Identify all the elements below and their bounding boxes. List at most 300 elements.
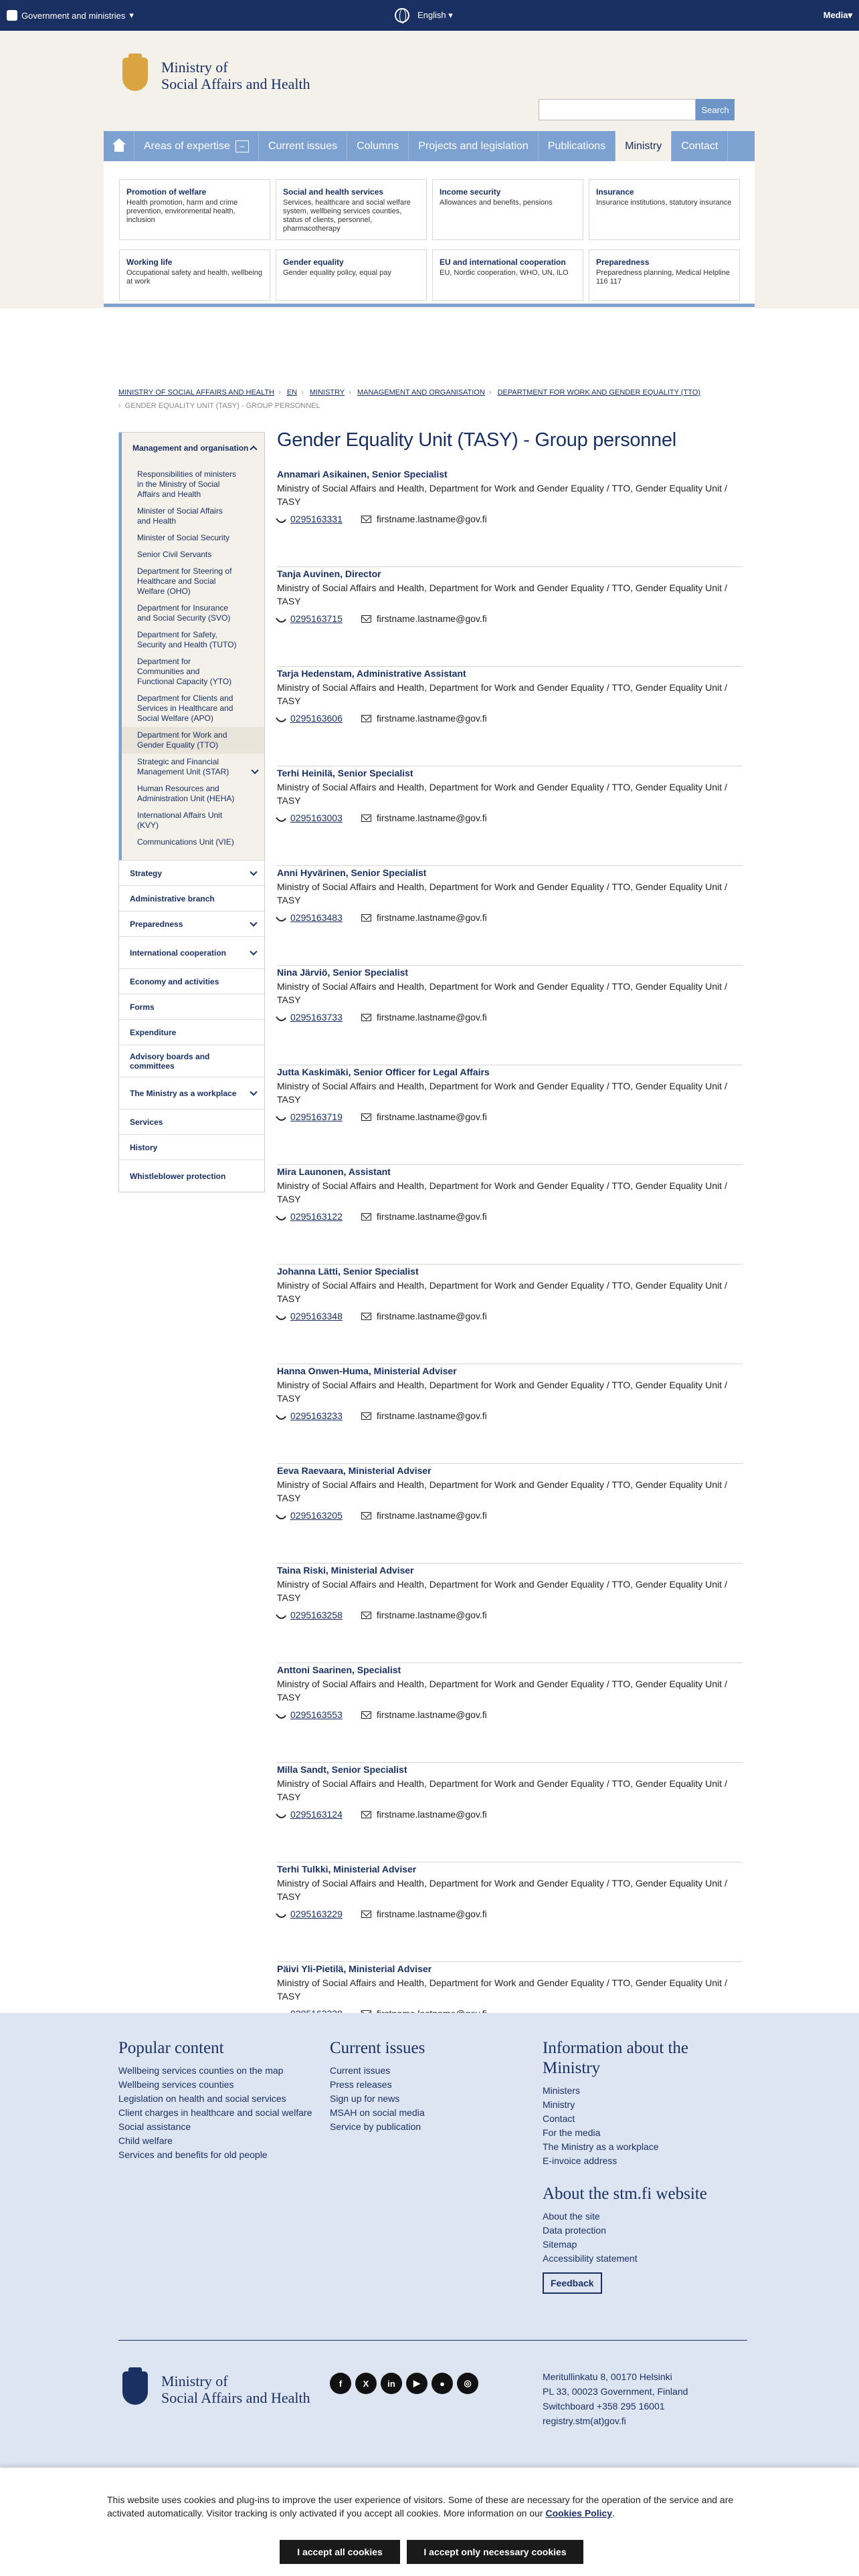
person-organisation: Ministry of Social Affairs and Health, Department for Work and Gender Equality / TTO, Gender Equality Unit / TASY <box>277 483 727 507</box>
search-button[interactable]: Search <box>696 99 735 120</box>
sidebar-item-label: The Ministry as a workplace <box>130 1088 237 1098</box>
cookie-banner: This website uses cookies and plug-ins to improve the user experience of visitors. Some of these are necessary for the operation of the service and are activated automatically. Visitor tracking is only activated if you accept all cookies. More information on our Cookies Policy. I accept all cookies I accept only necessary cookies <box>0 2468 859 2576</box>
person-contact <box>277 1410 743 1421</box>
person-contact <box>277 813 743 823</box>
search-bar <box>539 99 735 120</box>
sidebar-item[interactable] <box>119 994 264 1019</box>
person-card <box>277 866 743 966</box>
mega-card[interactable] <box>276 179 427 240</box>
footer-logo[interactable] <box>118 2367 310 2411</box>
main-nav-wrap <box>0 131 859 161</box>
breadcrumb-link[interactable]: MANAGEMENT AND ORGANISATION <box>357 389 485 397</box>
person-card <box>277 467 743 567</box>
footer-link[interactable]: Current issues <box>330 2065 391 2076</box>
phone-icon <box>275 613 287 625</box>
mega-card-desc: Gender equality policy, equal pay <box>283 269 391 277</box>
email-text: firstname.lastname@gov.fi <box>376 713 487 724</box>
email-icon <box>361 516 371 523</box>
sidebar-subitem[interactable]: Minister of Social Security <box>137 533 230 542</box>
mega-card-desc: Occupational safety and health, wellbeing at work <box>126 269 263 286</box>
chevron-down-icon[interactable] <box>250 919 257 926</box>
person-card <box>277 1763 743 1862</box>
main-nav <box>104 131 755 161</box>
chevron-down-icon[interactable] <box>250 948 257 955</box>
address-line: Switchboard +358 295 16001 <box>543 2401 665 2411</box>
phone-link[interactable]: 0295163606 <box>290 713 343 724</box>
sidebar-subitem[interactable]: Responsibilities of ministers in the Ministry of Social Affairs and Health <box>137 469 237 499</box>
email-icon <box>361 914 371 922</box>
phone-link[interactable]: 0295163719 <box>290 1111 343 1122</box>
sidebar-subitem[interactable]: Department for Work and Gender Equality (TTO) <box>122 727 264 754</box>
person-name: Anttoni Saarinen, Specialist <box>277 1665 401 1675</box>
phone <box>277 1311 343 1321</box>
footer-popular <box>118 2038 319 2162</box>
mega-card[interactable] <box>432 179 583 240</box>
person-contact <box>277 1012 743 1023</box>
sidebar-subitem[interactable]: Department for Steering of Healthcare and Social Welfare (OHO) <box>137 566 232 596</box>
nav-publications[interactable]: Publications <box>539 131 615 161</box>
collapse-icon[interactable]: − <box>235 140 249 152</box>
phone-icon <box>275 513 287 525</box>
phone <box>277 1709 343 1720</box>
sidebar-item-label: Preparedness <box>130 919 183 929</box>
chevron-down-icon[interactable] <box>250 1088 257 1095</box>
person-card <box>277 1364 743 1464</box>
email-text: firstname.lastname@gov.fi <box>376 1111 487 1122</box>
person-name: Mira Launonen, Assistant <box>277 1166 391 1177</box>
person-name: Jutta Kaskimäki, Senior Officer for Legal Affairs <box>277 1067 490 1077</box>
mega-card[interactable] <box>119 179 270 240</box>
email <box>361 912 487 923</box>
phone <box>277 813 343 823</box>
cookie-text: This website uses cookies and plug-ins to improve the user experience of visitors. Some of these are necessary for the operation of the service and are activated automatically. Visitor tracking is only activated if you accept all cookies. More information on our <box>107 2494 734 2518</box>
email <box>361 1311 487 1321</box>
breadcrumb-link[interactable]: EN <box>286 389 298 397</box>
language-label: English <box>417 10 446 20</box>
logo-line-2: Social Affairs and Health <box>161 76 310 92</box>
email-icon <box>361 615 371 623</box>
phone-link[interactable]: 0295163233 <box>290 1410 343 1421</box>
person-card <box>277 1464 743 1564</box>
phone <box>277 1410 343 1421</box>
sidebar-item-label: History <box>130 1142 158 1152</box>
phone <box>277 1111 343 1122</box>
footer-logo-line-2: Social Affairs and Health <box>161 2389 310 2406</box>
sidebar-subitem[interactable]: Human Resources and Administration Unit (HEHA) <box>137 784 235 803</box>
person-name: Tarja Hedenstam, Administrative Assistant <box>277 668 466 679</box>
person-card <box>277 1065 743 1165</box>
mega-card[interactable] <box>589 249 740 301</box>
mega-card[interactable] <box>432 249 583 301</box>
sidebar-subitem[interactable]: Minister of Social Affairs and Health <box>137 506 223 526</box>
mega-menu <box>0 161 859 308</box>
email-text: firstname.lastname@gov.fi <box>376 813 487 823</box>
person-contact <box>277 1211 743 1222</box>
email-icon <box>361 715 371 722</box>
flickr-icon[interactable]: ● <box>432 2373 453 2394</box>
phone-icon <box>275 1111 287 1123</box>
sidebar-item-label: Advisory boards and committees <box>130 1051 210 1071</box>
sidebar-submenu <box>119 463 264 860</box>
email <box>361 1410 487 1421</box>
globe-icon <box>395 8 409 23</box>
person-name: Terhi Heinilä, Senior Specialist <box>277 768 413 778</box>
email <box>361 1709 487 1720</box>
coat-of-arms-icon <box>118 2367 152 2411</box>
email-text: firstname.lastname@gov.fi <box>376 1909 487 1919</box>
email-text: firstname.lastname@gov.fi <box>376 1311 487 1321</box>
chevron-up-icon[interactable] <box>250 445 257 453</box>
caret-down-icon: ▾ <box>848 10 852 20</box>
email <box>361 1510 487 1521</box>
breadcrumb-link[interactable]: MINISTRY OF SOCIAL AFFAIRS AND HEALTH <box>118 389 275 397</box>
cookie-policy-link[interactable]: Cookies Policy <box>545 2508 613 2518</box>
email-icon <box>361 1113 371 1121</box>
phone <box>277 514 343 524</box>
email-icon <box>361 1412 371 1420</box>
phone-link[interactable]: 0295163229 <box>290 1909 343 1919</box>
footer-link[interactable]: For the media <box>543 2127 601 2138</box>
footer-heading: Information about the Ministry <box>543 2039 688 2077</box>
nav-columns[interactable]: Columns <box>347 131 409 161</box>
address-line: Meritullinkatu 8, 00170 Helsinki <box>543 2371 672 2382</box>
person-organisation: Ministry of Social Affairs and Health, Department for Work and Gender Equality / TTO, Gender Equality Unit / TASY <box>277 1679 727 1703</box>
phone-link[interactable]: 0295163715 <box>290 613 343 624</box>
phone <box>277 613 343 624</box>
x-icon[interactable]: X <box>355 2373 377 2394</box>
mega-card-title: Working life <box>126 257 173 267</box>
youtube-icon[interactable]: ▶ <box>406 2373 427 2394</box>
person-organisation: Ministry of Social Affairs and Health, Department for Work and Gender Equality / TTO, Gender Equality Unit / TASY <box>277 1778 727 1802</box>
footer-link[interactable]: Ministers <box>543 2085 581 2096</box>
phone-icon <box>275 1609 287 1621</box>
footer-link[interactable]: Client charges in healthcare and social welfare <box>118 2107 312 2118</box>
person-name: Annamari Asikainen, Senior Specialist <box>277 469 448 479</box>
person-contact <box>277 1111 743 1122</box>
nav-current-issues[interactable]: Current issues <box>259 131 347 161</box>
sidebar-item[interactable] <box>119 1019 264 1045</box>
phone-link[interactable]: 0295163124 <box>290 1809 343 1820</box>
phone-icon <box>275 712 287 724</box>
person-contact <box>277 1709 743 1720</box>
sidebar-subitem[interactable]: Senior Civil Servants <box>137 550 212 559</box>
sidebar-subitem[interactable]: Department for Safety, Security and Health (TUTO) <box>137 630 237 649</box>
mega-card-title: Preparedness <box>596 257 650 267</box>
person-name: Nina Järviö, Senior Specialist <box>277 967 409 978</box>
phone-icon <box>275 1808 287 1820</box>
mega-card-desc: Insurance institutions, statutory insurance <box>596 199 732 207</box>
mega-card-title: Insurance <box>596 187 634 197</box>
sidebar-item-label: Administrative branch <box>130 893 215 903</box>
person-organisation: Ministry of Social Affairs and Health, Department for Work and Gender Equality / TTO, Gender Equality Unit / TASY <box>277 981 727 1005</box>
coat-of-arms-icon <box>118 53 152 98</box>
sidebar-item[interactable] <box>119 1077 264 1109</box>
footer-divider <box>118 2340 747 2341</box>
sidebar-item-label: Forms <box>130 1002 155 1012</box>
footer-link[interactable]: About the site <box>543 2211 600 2222</box>
person-organisation: Ministry of Social Affairs and Health, Department for Work and Gender Equality / TTO, Gender Equality Unit / TASY <box>277 881 727 905</box>
footer-link[interactable]: Legislation on health and social services <box>118 2093 286 2104</box>
person-card <box>277 1663 743 1763</box>
person-name: Taina Riski, Ministerial Adviser <box>277 1565 414 1576</box>
phone-icon <box>275 1410 287 1422</box>
site-logo[interactable] <box>118 53 310 98</box>
sidebar-item-label: Expenditure <box>130 1027 177 1037</box>
person-name: Terhi Tulkki, Ministerial Adviser <box>277 1864 417 1874</box>
footer-info <box>543 2038 717 2294</box>
email-icon <box>361 1014 371 1021</box>
email-text: firstname.lastname@gov.fi <box>376 1012 487 1023</box>
address-line: PL 33, 00023 Government, Finland <box>543 2386 688 2397</box>
language-selector[interactable] <box>395 8 453 23</box>
footer-link[interactable]: Child welfare <box>118 2135 173 2146</box>
sidebar-item[interactable] <box>119 968 264 994</box>
person-name: Milla Sandt, Senior Specialist <box>277 1764 407 1775</box>
email <box>361 514 487 524</box>
person-organisation: Ministry of Social Affairs and Health, Department for Work and Gender Equality / TTO, Gender Equality Unit / TASY <box>277 1479 727 1503</box>
phone-link[interactable]: 0295163205 <box>290 1510 343 1521</box>
sidebar-item[interactable] <box>119 1160 264 1192</box>
instagram-icon[interactable]: ◎ <box>457 2373 478 2394</box>
chevron-down-icon[interactable] <box>250 868 257 875</box>
footer-link[interactable]: Wellbeing services counties <box>118 2079 234 2090</box>
sidebar <box>118 432 265 1192</box>
footer-link[interactable]: Service by publication <box>330 2121 421 2132</box>
footer-link[interactable]: Data protection <box>543 2225 606 2236</box>
email <box>361 1012 487 1023</box>
footer-heading: Popular content <box>118 2039 224 2057</box>
breadcrumb-current: GENDER EQUALITY UNIT (TASY) - GROUP PERSONNEL <box>124 402 320 410</box>
phone <box>277 713 343 724</box>
breadcrumb-link[interactable]: MINISTRY <box>309 389 345 397</box>
sidebar-subitem[interactable]: International Affairs Unit (KVY) <box>137 811 223 830</box>
mega-card[interactable] <box>589 179 740 240</box>
footer-link[interactable]: Contact <box>543 2113 575 2124</box>
sidebar-subitem[interactable]: Strategic and Financial Management Unit (STAR) <box>137 757 229 776</box>
site-header <box>0 31 859 131</box>
person-contact <box>277 912 743 923</box>
phone-link[interactable]: 0295163258 <box>290 1610 343 1620</box>
phone-link[interactable]: 0295163122 <box>290 1211 343 1222</box>
person-name: Tanja Auvinen, Director <box>277 568 381 579</box>
social-links <box>330 2373 478 2394</box>
footer-link[interactable]: Accessibility statement <box>543 2253 638 2264</box>
person-contact <box>277 1311 743 1321</box>
nav-ministry[interactable]: Ministry <box>615 131 672 161</box>
logo-line-1: Ministry of <box>161 59 228 76</box>
email-text: firstname.lastname@gov.fi <box>376 1211 487 1222</box>
feedback-button[interactable]: Feedback <box>543 2272 602 2294</box>
search-input[interactable] <box>539 99 696 120</box>
footer-link[interactable]: Social assistance <box>118 2121 191 2132</box>
person-name: Anni Hyvärinen, Senior Specialist <box>277 867 427 878</box>
top-bar <box>0 0 859 31</box>
person-contact <box>277 1809 743 1820</box>
sidebar-item[interactable] <box>119 885 264 911</box>
nav-projects-legislation[interactable]: Projects and legislation <box>409 131 539 161</box>
phone-link[interactable]: 0295163348 <box>290 1311 343 1321</box>
email <box>361 613 487 624</box>
phone-link[interactable]: 0295163003 <box>290 813 343 823</box>
sidebar-item-label: International cooperation <box>130 948 227 958</box>
phone <box>277 1909 343 1919</box>
sidebar-item-label: Services <box>130 1117 163 1127</box>
email-text: firstname.lastname@gov.fi <box>376 514 487 524</box>
home-button[interactable] <box>104 131 134 161</box>
person-organisation: Ministry of Social Affairs and Health, Department for Work and Gender Equality / TTO, Gender Equality Unit / TASY <box>277 782 727 806</box>
person-contact <box>277 613 743 624</box>
person-card <box>277 1564 743 1663</box>
person-name: Johanna Lätti, Senior Specialist <box>277 1266 419 1277</box>
home-icon <box>114 144 124 152</box>
sidebar-item[interactable] <box>119 1045 264 1077</box>
person-card <box>277 1265 743 1364</box>
sidebar-subitem[interactable]: Department for Clients and Services in Healthcare and Social Welfare (APO) <box>137 693 233 723</box>
person-card <box>277 567 743 667</box>
breadcrumb-link[interactable]: DEPARTMENT FOR WORK AND GENDER EQUALITY (TTO) <box>497 389 700 397</box>
nav-contact[interactable]: Contact <box>672 131 728 161</box>
person-card <box>277 1165 743 1265</box>
footer <box>0 2013 859 2468</box>
phone-icon <box>275 911 287 924</box>
phone-icon <box>275 1709 287 1721</box>
sidebar-subitem[interactable]: Department for Insurance and Social Security (SVO) <box>137 603 231 623</box>
personnel-list <box>277 467 743 2062</box>
main-content <box>277 429 743 2062</box>
email-text: firstname.lastname@gov.fi <box>376 912 487 923</box>
accept-all-cookies-button[interactable]: I accept all cookies <box>280 2540 400 2564</box>
footer-link[interactable]: Sign up for news <box>330 2093 400 2104</box>
person-contact <box>277 1610 743 1620</box>
sidebar-item-label: Economy and activities <box>130 976 219 986</box>
sidebar-item[interactable] <box>119 911 264 936</box>
accept-necessary-cookies-button[interactable]: I accept only necessary cookies <box>407 2540 583 2564</box>
media-menu[interactable] <box>824 10 852 21</box>
email-icon <box>361 1911 371 1918</box>
email-text: firstname.lastname@gov.fi <box>376 1510 487 1521</box>
footer-link[interactable]: Ministry <box>543 2099 575 2110</box>
mega-card-title: Promotion of welfare <box>126 187 207 197</box>
person-name: Eeva Raevaara, Ministerial Adviser <box>277 1465 432 1476</box>
person-contact <box>277 514 743 524</box>
sidebar-item[interactable] <box>119 1109 264 1134</box>
person-contact <box>277 1510 743 1521</box>
email <box>361 713 487 724</box>
footer-address <box>543 2369 688 2428</box>
sidebar-item[interactable] <box>119 936 264 968</box>
footer-link[interactable]: Press releases <box>330 2079 392 2090</box>
person-organisation: Ministry of Social Affairs and Health, Department for Work and Gender Equality / TTO, Gender Equality Unit / TASY <box>277 1977 727 2002</box>
person-name: Hanna Onwen-Huma, Ministerial Adviser <box>277 1366 457 1376</box>
footer-link[interactable]: Services and benefits for old people <box>118 2149 268 2160</box>
government-menu[interactable] <box>7 10 134 21</box>
mega-card-desc: EU, Nordic cooperation, WHO, UN, ILO <box>440 269 569 277</box>
person-organisation: Ministry of Social Affairs and Health, Department for Work and Gender Equality / TTO, Gender Equality Unit / TASY <box>277 1579 727 1603</box>
footer-link[interactable]: E-invoice address <box>543 2155 617 2166</box>
person-contact <box>277 1909 743 1919</box>
footer-link[interactable]: The Ministry as a workplace <box>543 2141 659 2152</box>
sidebar-item-management[interactable]: Management and organisation <box>119 433 264 463</box>
mega-card-desc: Allowances and benefits, pensions <box>440 199 553 207</box>
person-organisation: Ministry of Social Affairs and Health, Department for Work and Gender Equality / TTO, Gender Equality Unit / TASY <box>277 682 727 706</box>
email-icon <box>361 1612 371 1619</box>
email-icon <box>361 1711 371 1719</box>
sidebar-item[interactable] <box>119 860 264 885</box>
email-icon <box>361 1811 371 1818</box>
mega-card-desc: Services, healthcare and social welfare system, wellbeing services counties, status of clients, personnel, pharmacotherapy <box>283 199 411 233</box>
footer-link[interactable]: Wellbeing services counties on the map <box>118 2065 284 2076</box>
mega-card[interactable] <box>119 249 270 301</box>
phone-icon <box>275 812 287 824</box>
nav-areas-of-expertise[interactable]: Areas of expertise − <box>134 131 259 161</box>
phone-link[interactable]: 0295163733 <box>290 1012 343 1023</box>
mega-card-title: Social and health services <box>283 187 384 197</box>
phone <box>277 1510 343 1521</box>
phone-icon <box>275 1908 287 1920</box>
government-menu-label: Government and ministries <box>21 10 126 21</box>
person-organisation: Ministry of Social Affairs and Health, Department for Work and Gender Equality / TTO, Gender Equality Unit / TASY <box>277 1081 727 1105</box>
caret-down-icon: ▾ <box>129 10 134 20</box>
email-text: firstname.lastname@gov.fi <box>376 1809 487 1820</box>
phone-link[interactable]: 0295163331 <box>290 514 343 524</box>
email <box>361 1610 487 1620</box>
person-card <box>277 667 743 766</box>
linkedin-icon[interactable]: in <box>381 2373 402 2394</box>
facebook-icon[interactable]: f <box>330 2373 351 2394</box>
footer-link[interactable]: MSAH on social media <box>330 2107 425 2118</box>
email <box>361 1111 487 1122</box>
mega-card-title: EU and international cooperation <box>440 257 566 267</box>
sidebar-subitem[interactable]: Department for Communities and Functional Capacity (YTO) <box>137 657 232 686</box>
breadcrumb: MINISTRY OF SOCIAL AFFAIRS AND HEALTH › EN › MINISTRY › MANAGEMENT AND ORGANISATION › DEPARTMENT FOR WORK AND GENDER EQUALITY (TTO) › GENDER EQUALITY UNIT (TASY) - GROUP PERSONNEL <box>118 389 700 410</box>
person-organisation: Ministry of Social Affairs and Health, Department for Work and Gender Equality / TTO, Gender Equality Unit / TASY <box>277 1180 727 1204</box>
phone-icon <box>275 1011 287 1023</box>
phone-icon <box>275 1310 287 1322</box>
footer-logo-line-1: Ministry of <box>161 2373 228 2389</box>
phone-link[interactable]: 0295163483 <box>290 912 343 923</box>
email-text: firstname.lastname@gov.fi <box>376 1610 487 1620</box>
mega-card-title: Gender equality <box>283 257 344 267</box>
person-organisation: Ministry of Social Affairs and Health, Department for Work and Gender Equality / TTO, Gender Equality Unit / TASY <box>277 1380 727 1404</box>
person-organisation: Ministry of Social Affairs and Health, Department for Work and Gender Equality / TTO, Gender Equality Unit / TASY <box>277 1878 727 1902</box>
email <box>361 1809 487 1820</box>
sidebar-item-label: Whistleblower protection <box>130 1171 226 1181</box>
email-icon <box>361 1213 371 1220</box>
footer-heading: Current issues <box>330 2039 425 2057</box>
footer-current <box>330 2038 504 2134</box>
sidebar-subitem[interactable]: Communications Unit (VIE) <box>137 837 234 847</box>
sidebar-item[interactable] <box>119 1134 264 1160</box>
mega-card-desc: Preparedness planning, Medical Helpline 116 117 <box>596 269 730 286</box>
email <box>361 813 487 823</box>
phone <box>277 1211 343 1222</box>
mega-card[interactable] <box>276 249 427 301</box>
person-card <box>277 966 743 1065</box>
footer-heading: About the stm.fi website <box>543 2185 707 2203</box>
phone <box>277 1012 343 1023</box>
person-organisation: Ministry of Social Affairs and Health, Department for Work and Gender Equality / TTO, Gender Equality Unit / TASY <box>277 582 727 607</box>
caret-down-icon: ▾ <box>448 10 453 20</box>
sidebar-item-label: Strategy <box>130 868 163 878</box>
phone-link[interactable]: 0295163553 <box>290 1709 343 1720</box>
phone <box>277 1610 343 1620</box>
email <box>361 1909 487 1919</box>
footer-link[interactable]: Sitemap <box>543 2239 577 2250</box>
person-contact <box>277 713 743 724</box>
email-icon <box>361 1512 371 1519</box>
email-text: firstname.lastname@gov.fi <box>376 1410 487 1421</box>
mega-card-desc: Health promotion, harm and crime prevention, environmental health, inclusion <box>126 199 238 224</box>
